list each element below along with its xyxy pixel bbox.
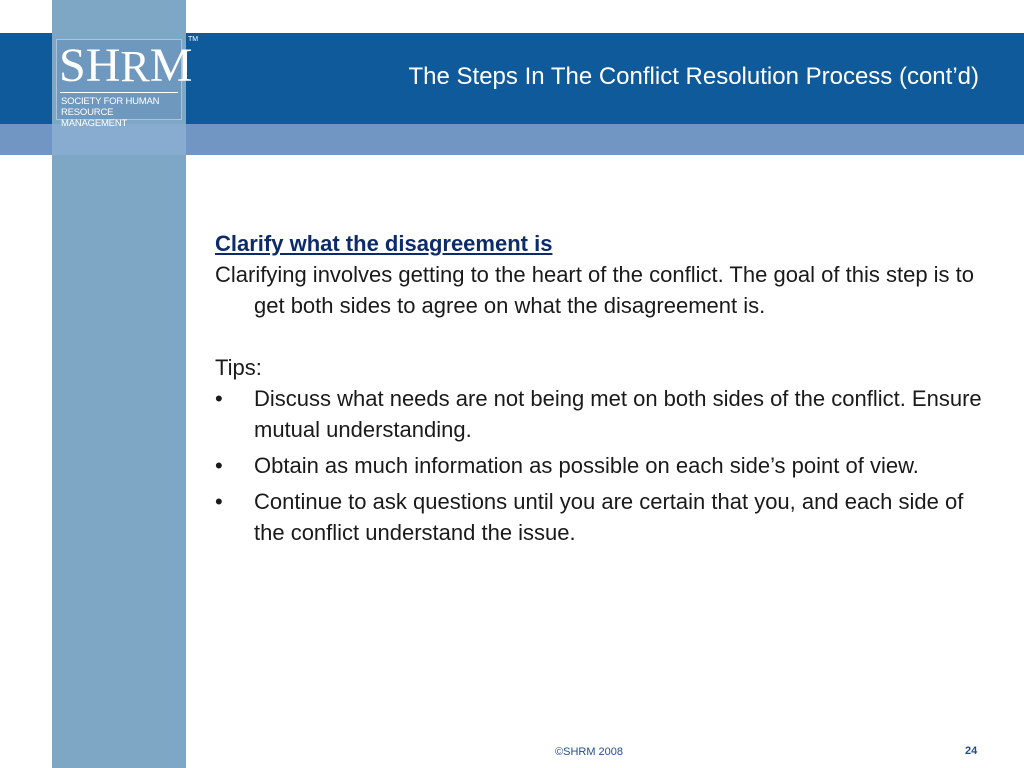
slide-body — [215, 228, 985, 553]
tip-item — [215, 486, 985, 548]
tip-text: Discuss what needs are not being met on both sides of the conflict. Ensure mutual understanding. — [254, 386, 982, 442]
tip-text: Continue to ask questions until you are certain that you, and each side of the conflict understand the issue. — [254, 489, 964, 545]
logo-tagline — [61, 96, 181, 129]
spacer — [215, 321, 985, 352]
slide-title: The Steps In The Conflict Resolution Process (cont’d) — [408, 63, 979, 90]
logo-wordmark — [59, 39, 193, 92]
footer-page-number: 24 — [965, 745, 978, 757]
tip-item — [215, 450, 985, 481]
logo-divider — [60, 92, 178, 93]
bullet-icon: • — [215, 386, 223, 411]
logo-letter-s: S — [59, 39, 86, 92]
logo-tagline-line1: SOCIETY FOR HUMAN — [61, 96, 160, 107]
logo-box — [56, 39, 193, 129]
bullet-icon: • — [215, 489, 223, 514]
footer-copyright: ©SHRM 2008 — [555, 746, 624, 758]
tips-label: Tips: — [215, 355, 262, 380]
logo-tagline-line2: RESOURCE MANAGEMENT — [61, 107, 128, 129]
tips-list — [215, 383, 985, 548]
logo-letter-r: R — [120, 42, 150, 91]
body-paragraph: Clarifying involves getting to the heart of the conflict. The goal of this step is to get both sides to agree on what the disagreement is. — [215, 262, 975, 318]
bullet-icon: • — [215, 453, 223, 478]
shrm-logo — [52, 33, 193, 129]
logo-letter-h: H — [85, 39, 121, 92]
tip-text: Obtain as much information as possible on each side’s point of view. — [254, 453, 919, 478]
tip-item — [215, 383, 985, 445]
section-heading: Clarify what the disagreement is — [215, 231, 553, 256]
logo-letter-m: M — [149, 39, 193, 92]
trademark-mark: TM — [188, 36, 199, 43]
